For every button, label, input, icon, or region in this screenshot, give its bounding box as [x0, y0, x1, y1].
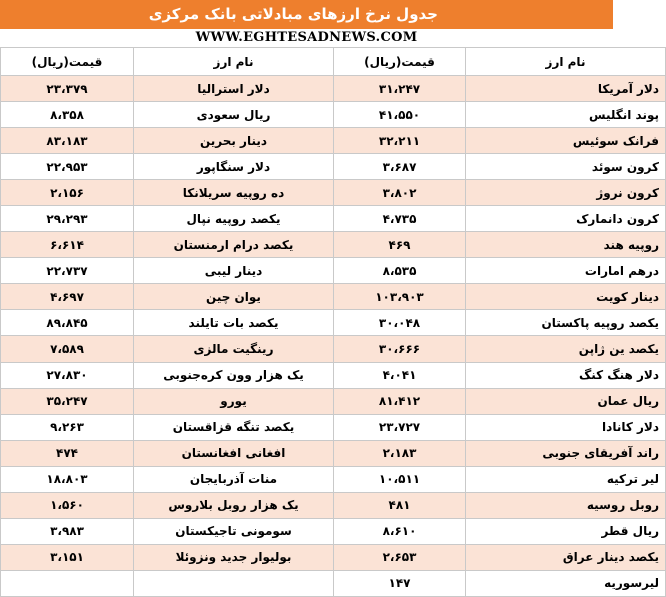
table-row — [1, 440, 666, 466]
price-cell: ۱۰۳،۹۰۳ — [334, 284, 466, 310]
price-cell: ۳،۱۵۱ — [1, 544, 134, 570]
price-cell: ۳۲،۲۱۱ — [334, 128, 466, 154]
price-cell: ۳۰،۶۶۶ — [334, 336, 466, 362]
price-cell: ۸۱،۴۱۲ — [334, 388, 466, 414]
table-title: جدول نرخ ارزهای مبادلاتی بانک مرکزی — [0, 0, 613, 29]
header-row — [1, 48, 666, 76]
table-row — [1, 76, 666, 102]
currency-name-cell: یکصد ین ژاپن — [466, 336, 666, 362]
currency-name-cell: یوان چین — [134, 284, 334, 310]
price-cell: ۴۸۱ — [334, 492, 466, 518]
currency-name-cell: راند آفریقای جنوبی — [466, 440, 666, 466]
price-cell: ۲۷،۸۳۰ — [1, 362, 134, 388]
currency-name-cell: دلار هنگ کنگ — [466, 362, 666, 388]
currency-name-cell: دینار بحرین — [134, 128, 334, 154]
currency-name-cell: کرون دانمارک — [466, 206, 666, 232]
price-cell: ۲۳،۷۲۷ — [334, 414, 466, 440]
price-cell: ۱۸،۸۰۳ — [1, 466, 134, 492]
currency-name-cell: یک هزار وون کره‌جنوبی — [134, 362, 334, 388]
price-cell: ۱،۵۶۰ — [1, 492, 134, 518]
price-cell: ۳،۹۸۳ — [1, 518, 134, 544]
price-cell: ۴۱،۵۵۰ — [334, 102, 466, 128]
currency-name-cell: یک هزار روبل بلاروس — [134, 492, 334, 518]
currency-name-cell: دلار آمریکا — [466, 76, 666, 102]
currency-name-cell: دینار کویت — [466, 284, 666, 310]
currency-name-cell: کرون نروژ — [466, 180, 666, 206]
price-cell: ۲۹،۲۹۳ — [1, 206, 134, 232]
currency-name-cell: یکصد تنگه قزاقستان — [134, 414, 334, 440]
price-cell: ۲۳،۳۷۹ — [1, 76, 134, 102]
price-cell: ۸،۳۵۸ — [1, 102, 134, 128]
price-cell: ۸،۵۳۵ — [334, 258, 466, 284]
currency-name-cell: روپیه هند — [466, 232, 666, 258]
price-cell: ۴۷۴ — [1, 440, 134, 466]
currency-name-cell: فرانک سوئیس — [466, 128, 666, 154]
table-row — [1, 362, 666, 388]
currency-name-cell: یورو — [134, 388, 334, 414]
price-cell — [1, 570, 134, 596]
currency-name-cell: منات آذربایجان — [134, 466, 334, 492]
currency-name-cell: یکصد روپیه پاکستان — [466, 310, 666, 336]
header-currency-name-2: نام ارز — [134, 48, 334, 76]
price-cell: ۴،۰۴۱ — [334, 362, 466, 388]
price-cell: ۶،۶۱۴ — [1, 232, 134, 258]
table-row — [1, 310, 666, 336]
currency-name-cell: یکصد روپیه نپال — [134, 206, 334, 232]
header-price-2: قیمت(ریال) — [1, 48, 134, 76]
currency-name-cell: پوند انگلیس — [466, 102, 666, 128]
table-row — [1, 154, 666, 180]
price-cell: ۴۶۹ — [334, 232, 466, 258]
price-cell: ۷،۵۸۹ — [1, 336, 134, 362]
table-row — [1, 518, 666, 544]
price-cell: ۳۱،۲۴۷ — [334, 76, 466, 102]
price-cell: ۲۲،۷۳۷ — [1, 258, 134, 284]
currency-name-cell: کرون سوئد — [466, 154, 666, 180]
price-cell: ۸،۶۱۰ — [334, 518, 466, 544]
table-row — [1, 232, 666, 258]
currency-name-cell: درهم امارات — [466, 258, 666, 284]
currency-name-cell: افغانی افغانستان — [134, 440, 334, 466]
currency-name-cell: ده روپیه سریلانکا — [134, 180, 334, 206]
currency-name-cell: رینگیت مالزی — [134, 336, 334, 362]
table-row — [1, 128, 666, 154]
price-cell: ۳،۸۰۲ — [334, 180, 466, 206]
currency-name-cell: یکصد درام ارمنستان — [134, 232, 334, 258]
price-cell: ۱۰،۵۱۱ — [334, 466, 466, 492]
table-row — [1, 544, 666, 570]
price-cell: ۲،۶۵۳ — [334, 544, 466, 570]
currency-name-cell: دلار سنگاپور — [134, 154, 334, 180]
table-row — [1, 570, 666, 596]
currency-name-cell: لیرسوریه — [466, 570, 666, 596]
table-row — [1, 466, 666, 492]
currency-name-cell: دینار لیبی — [134, 258, 334, 284]
table-row — [1, 102, 666, 128]
table-row — [1, 414, 666, 440]
price-cell: ۲۲،۹۵۳ — [1, 154, 134, 180]
currency-name-cell — [134, 570, 334, 596]
price-cell: ۱۴۷ — [334, 570, 466, 596]
rate-rows — [1, 76, 666, 597]
currency-name-cell: دلار کانادا — [466, 414, 666, 440]
price-cell: ۲،۱۸۳ — [334, 440, 466, 466]
exchange-rate-table — [0, 47, 666, 597]
currency-name-cell: بولیوار جدید ونزوئلا — [134, 544, 334, 570]
currency-name-cell: لیر ترکیه — [466, 466, 666, 492]
price-cell: ۹،۲۶۳ — [1, 414, 134, 440]
table-row — [1, 258, 666, 284]
header-currency-name-1: نام ارز — [466, 48, 666, 76]
price-cell: ۴،۷۳۵ — [334, 206, 466, 232]
table-row — [1, 284, 666, 310]
price-cell: ۲،۱۵۶ — [1, 180, 134, 206]
header-price-1: قیمت(ریال) — [334, 48, 466, 76]
price-cell: ۴،۶۹۷ — [1, 284, 134, 310]
currency-name-cell: دلار استرالیا — [134, 76, 334, 102]
table-row — [1, 336, 666, 362]
price-cell: ۸۹،۸۴۵ — [1, 310, 134, 336]
currency-name-cell: روبل روسیه — [466, 492, 666, 518]
price-cell: ۳۰،۰۴۸ — [334, 310, 466, 336]
site-url: WWW.EGHTESADNEWS.COM — [195, 30, 418, 45]
price-cell: ۳۵،۲۴۷ — [1, 388, 134, 414]
table-row — [1, 388, 666, 414]
currency-name-cell: ریال عمان — [466, 388, 666, 414]
price-cell: ۸۳،۱۸۳ — [1, 128, 134, 154]
table-row — [1, 206, 666, 232]
price-cell: ۳،۶۸۷ — [334, 154, 466, 180]
currency-name-cell: یکصد بات تایلند — [134, 310, 334, 336]
table-row — [1, 180, 666, 206]
currency-name-cell: ریال سعودی — [134, 102, 334, 128]
currency-name-cell: یکصد دینار عراق — [466, 544, 666, 570]
currency-name-cell: سومونی تاجیکستان — [134, 518, 334, 544]
table-row — [1, 492, 666, 518]
currency-name-cell: ریال قطر — [466, 518, 666, 544]
